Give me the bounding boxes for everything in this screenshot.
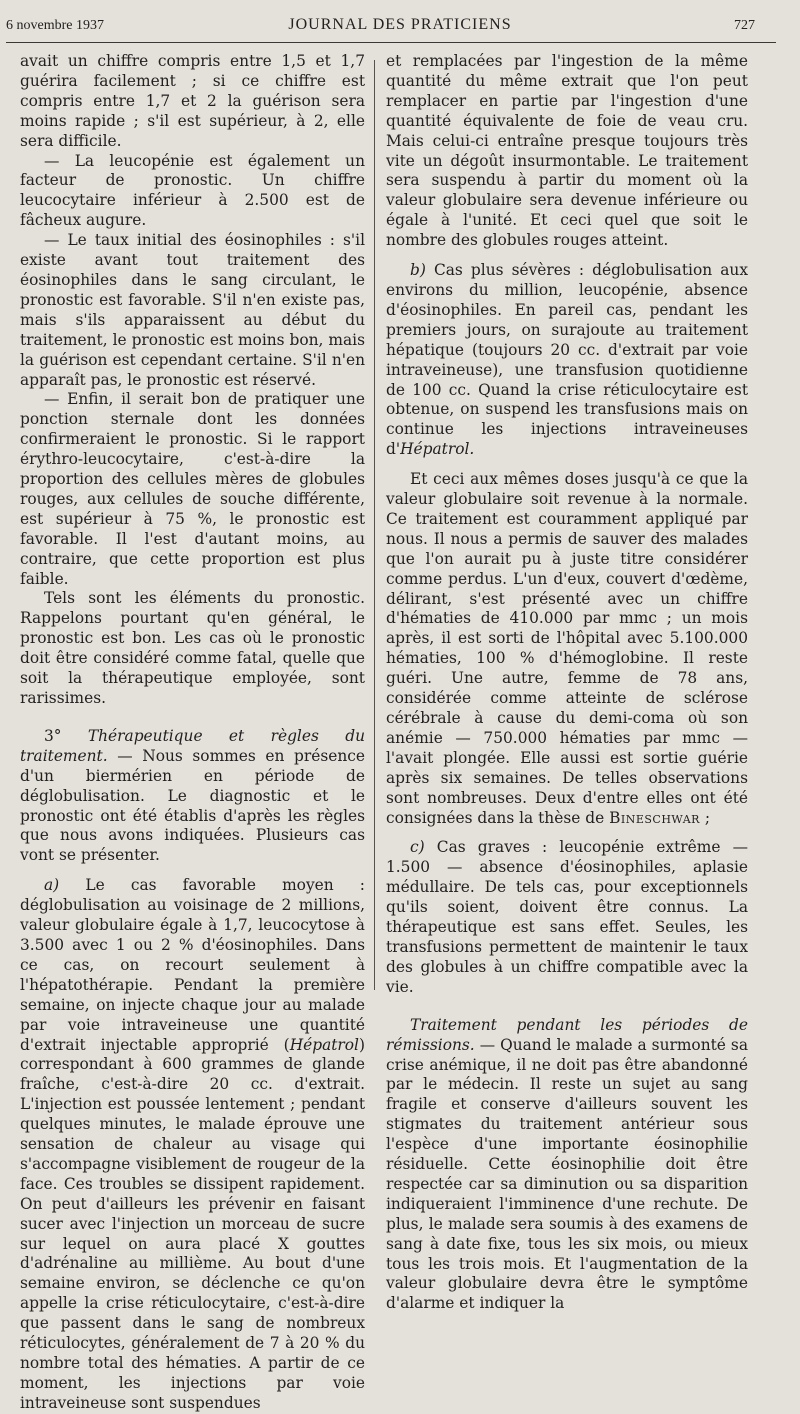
case-a-label: a) (44, 876, 86, 895)
paragraph-cas-severes: b) Cas plus sévères : déglobulisation aux environs du million, leucopénie, absence d'éosinophiles. En pareil cas, pendant les premiers jours, on surajoute au traitement hépatique (toujours 20 cc. d'extrait par voie intraveineuse), une transfusion quotidienne de 100 cc. Quand la crise réticulocytaire est obtenue, on suspend les transfusions mais on continue les injections intraveineuses d'Hépatrol. (386, 261, 749, 459)
paragraph-leucopenie: — La leucopénie est également un facteur de pronostic. Un chiffre leucocytaire inférieur à 2.500 est de fâcheux augure. (20, 151, 365, 230)
paragraph-eosinophiles: — Le taux initial des éosinophiles : s'il existe avant tout traitement des éosinophiles dans le sang circulant, le pronostic est favorable. S'il n'en existe pas, mais s'ils apparaissent au début du traitement, le pronostic est moins bon, mais la guérison est cependant certaine. S'il n'en apparaît pas, le pronostic est réservé. (20, 231, 365, 389)
paragraph-ponction-sternale: — Enfin, il serait bon de pratiquer une ponction sternale dont les données confirmeraient le pronostic. Si le rapport érythro-leucocytaire, c'est-à-dire la proportion des cellules mères de globules rouges, aux cellules de souche différente, est supérieur à 75 %, le pronostic est favorable. Il l'est d'autant moins, au contraire, que cette proportion est plus faible. (20, 390, 365, 588)
drug-name: Hépatrol (289, 1035, 359, 1054)
remission-heading: Traitement pendant les périodes de rémissions. (386, 1015, 748, 1054)
column-divider (374, 60, 375, 990)
section-therapeutique (20, 727, 365, 866)
paragraph-ingestion: et remplacées par l'ingestion de la même quantité du même extrait que l'on peut remplacer en partie par l'ingestion d'une quantité équivalente de foie de veau cru. Mais celui-ci entraîne presque toujours très vite un dégoût insurmontable. Le traitement sera suspendu à partir du moment où la valeur globulaire sera devenue inférieure ou égale à l'unité. Et ceci quel que soit le nombre des globules rouges atteint. (386, 52, 748, 250)
case-c-label: c) (410, 838, 437, 857)
section-heading: Thérapeutique et règles du traitement. (20, 726, 365, 765)
header-rule (6, 42, 776, 43)
issue-date: 6 novembre 1937 (6, 18, 104, 33)
left-column (20, 52, 365, 1412)
paragraph-observations: Et ceci aux mêmes doses jusqu'à ce que la valeur globulaire soit revenue à la normale. Ce traitement est couramment appliqué par nous. Il nous a permis de sauver des malades que l'on aurait pu à juste titre considérer comme perdus. L'un d'eux, couvert d'œdème, délirant, s'est présenté avec un chiffre d'hématies de 410.000 par mmc ; un mois après, il est sorti de l'hôpital avec 5.100.000 hématies, 100 % d'hémoglobine. Il reste guéri. Une autre, femme de 78 ans, considérée comme atteinte de sclérose cérébrale à cause du demi-coma où son anémie — 750.000 hématies par mmc — l'avait plongée. Elle aussi est sortie guérie après six semaines. De telles observations sont nombreuses. Deux d'entre elles ont été consignées dans la thèse de Bineschwar ; (386, 470, 748, 827)
right-column (386, 52, 749, 1313)
page-number: 727 (734, 18, 755, 33)
case-b-label: b) (410, 261, 434, 280)
drug-name: Hépatrol. (400, 440, 475, 459)
paragraph-cas-graves: c) Cas graves : leucopénie extrême — 1.500 — absence d'éosinophiles, aplasie médullaire. De tels cas, pour exceptionnels qu'ils soient, doivent être connus. La thérapeutique est sans effet. Seules, les transfusions permettent de maintenir le taux des globules à un chiffre compatible avec la vie. (386, 838, 748, 996)
journal-title: JOURNAL DES PRATICIENS (288, 16, 512, 33)
paragraph-valeur-globulaire: avait un chiffre compris entre 1,5 et 1,7 guérira facilement ; si ce chiffre est compris entre 1,7 et 2 la guérison sera moins rapide ; s'il est supérieur, à 2, elle sera difficile. (20, 52, 365, 150)
page-header (0, 14, 800, 38)
section-number: 3° (44, 726, 88, 745)
section-remissions: Traitement pendant les périodes de rémissions. — Quand le malade a surmonté sa crise anémique, il ne doit pas être abandonné par le médecin. Il reste un sujet au sang fragile et conserve d'ailleurs souvent les stigmates du traitement antérieur sous l'espèce d'une importante éosinophilie résiduelle. Cette éosinophilie doit être respectée car sa diminution ou sa disparition indiqueraient l'imminence d'une rechute. De plus, le malade sera soumis à des examens de sang à date fixe, tous les six mois, ou mieux tous les trois mois. Et l'augmentation de la valeur globulaire devra être le symptôme d'alarme et indiquer la (386, 1015, 748, 1313)
paragraph-elements-pronostic: Tels sont les éléments du pronostic. Rappelons pourtant qu'en général, le pronostic est bon. Les cas où le pronostic doit être considéré comme fatal, quelle que soit la thérapeutique employée, sont rarissimes. (20, 589, 365, 707)
paragraph-cas-favorable: a) Le cas favorable moyen : déglobulisation au voisinage de 2 millions, valeur globulaire égale à 1,7, leucocytose à 3.500 avec 1 ou 2 % d'éosinophiles. Dans ce cas, on recourt seulement à l'hépatothérapie. Pendant la première semaine, on injecte chaque jour au malade par voie intraveineuse une quantité d'extrait injectable approprié (Hépatrol) correspondant à 600 grammes de glande fraîche, c'est-à-dire 20 cc. d'extrait. L'injection est poussée lentement ; pendant quelques minutes, le malade éprouve une sensation de chaleur au visage qui s'accompagne visiblement de rougeur de la face. Ces troubles se dissipent rapidement. On peut d'ailleurs les prévenir en faisant sucer avec l'injection un morceau de sucre sur lequel on aura placé X gouttes d'adrénaline au millième. Au bout d'une semaine environ, se déclenche ce qu'on appelle la crise réticulocytaire, c'est-à-dire que passent dans le sang de nombreux réticulocytes, généralement de 7 à 20 % du nombre total des hématies. A partir de ce moment, les injections par voie intraveineuse sont suspendues (20, 876, 365, 1412)
section-intro: — Nous sommes en présence d'un biermérien en période de déglobulisation. Le diagnostic et le pronostic ont été établis d'après les règles que nous avons indiquées. Plusieurs cas vont se présenter. (20, 746, 365, 865)
author-name: Bineschwar (609, 808, 700, 827)
